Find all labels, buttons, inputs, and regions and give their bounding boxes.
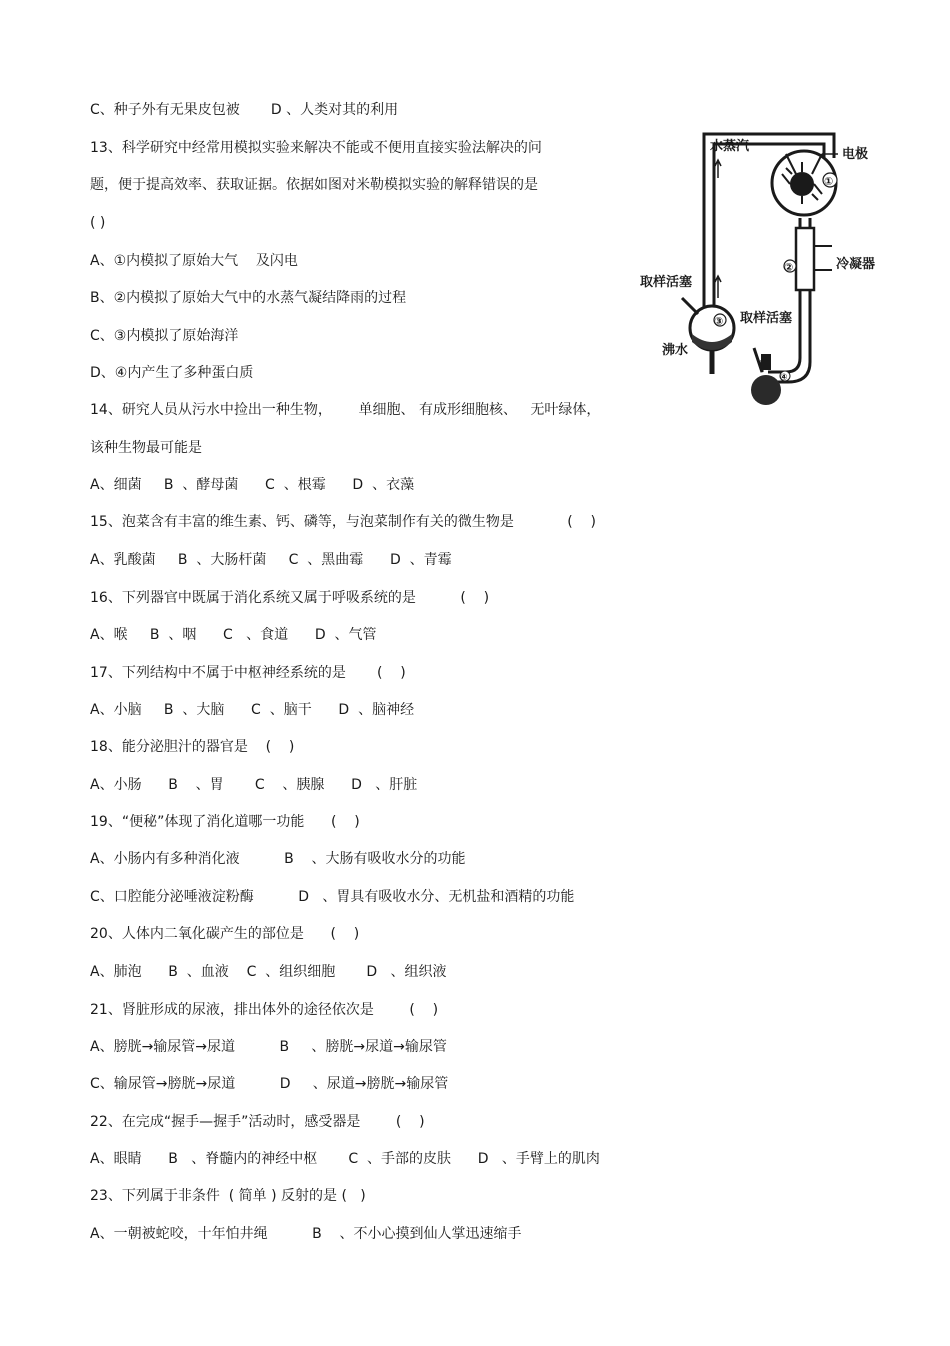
option-line: A、一朝被蛇咬，十年怕井绳 B 、不小心摸到仙人掌迅速缩手 <box>90 1226 522 1242</box>
option-line: C、③内模拟了原始海洋 <box>90 328 239 344</box>
question-14: 14、研究人员从污水中捡出一种生物， 单细胞、 有成形细胞核、 无叶绿体， <box>90 402 601 418</box>
option-line: A、①内模拟了原始大气 及闪电 <box>90 253 298 269</box>
mark-4: ④ <box>780 373 788 383</box>
option-line: A、肺泡 B 、血液 C 、组织细胞 D 、组织液 <box>90 964 447 980</box>
question-20: 20、人体内二氧化碳产生的部位是 ( ) <box>90 926 360 942</box>
text-line: 题，便于提高效率、获取证据。依据如图对米勒模拟实验的解释错误的是 <box>90 177 538 193</box>
label-condenser: 冷凝器 <box>836 257 876 272</box>
text-line: 该种生物最可能是 <box>90 440 202 456</box>
mark-1: ① <box>824 175 834 188</box>
option-line: A、细菌 B 、酵母菌 C 、根霉 D 、衣藻 <box>90 477 415 493</box>
text-line: C、种子外有无果皮包被 D 、人类对其的利用 <box>90 102 399 118</box>
label-boiling-water: 沸水 <box>662 343 689 358</box>
question-21: 21、肾脏形成的尿液，排出体外的途径依次是 ( ) <box>90 1002 439 1018</box>
question-18: 18、能分泌胆汁的器官是 ( ) <box>90 739 295 755</box>
option-line: A、小肠内有多种消化液 B 、大肠有吸收水分的功能 <box>90 851 466 867</box>
option-line: D、④内产生了多种蛋白质 <box>90 365 254 381</box>
miller-experiment-diagram <box>636 128 880 416</box>
label-sampling-valve-left: 取样活塞 <box>640 275 693 290</box>
option-line: A、喉 B 、咽 C 、食道 D 、气管 <box>90 627 377 643</box>
question-23: 23、下列属于非条件 ( 简单 ) 反射的是 ( ) <box>90 1188 366 1204</box>
option-line: A、眼睛 B 、脊髓内的神经中枢 C 、手部的皮肤 D 、手臂上的肌肉 <box>90 1151 600 1167</box>
question-22: 22、在完成“握手—握手”活动时，感受器是 ( ) <box>90 1114 425 1130</box>
option-line: A、小脑 B 、大脑 C 、脑干 D 、脑神经 <box>90 702 415 718</box>
text-line: ( ) <box>90 215 106 231</box>
question-15: 15、泡菜含有丰富的维生素、钙、磷等，与泡菜制作有关的微生物是 ( ) <box>90 514 596 530</box>
question-13: 13、科学研究中经常用模拟实验来解决不能或不便用直接实验法解决的问 <box>90 140 542 156</box>
question-19: 19、“便秘”体现了消化道哪一功能 ( ) <box>90 814 360 830</box>
boiling-flask <box>682 298 734 374</box>
label-sampling-valve-right: 取样活塞 <box>740 311 793 326</box>
question-17: 17、下列结构中不属于中枢神经系统的是 ( ) <box>90 665 406 681</box>
question-16: 16、下列器官中既属于消化系统又属于呼吸系统的是 ( ) <box>90 590 490 606</box>
condenser <box>784 228 832 290</box>
option-line: B、②内模拟了原始大气中的水蒸气凝结降雨的过程 <box>90 290 407 306</box>
mark-3: ③ <box>714 315 724 328</box>
mark-2: ② <box>784 261 794 274</box>
label-steam: 水蒸汽 <box>710 139 750 154</box>
option-line: A、乳酸菌 B 、大肠杆菌 C 、黑曲霉 D 、青霉 <box>90 552 452 568</box>
label-electrode: 电极 <box>842 147 869 162</box>
option-line: C、输尿管→膀胱→尿道 D 、尿道→膀胱→输尿管 <box>90 1076 449 1092</box>
option-line: A、小肠 B 、胃 C 、胰腺 D 、肝脏 <box>90 777 418 793</box>
option-line: A、膀胱→输尿管→尿道 B 、膀胱→尿道→输尿管 <box>90 1039 447 1055</box>
option-line: C、口腔能分泌唾液淀粉酶 D 、胃具有吸收水分、无机盐和酒精的功能 <box>90 889 575 905</box>
